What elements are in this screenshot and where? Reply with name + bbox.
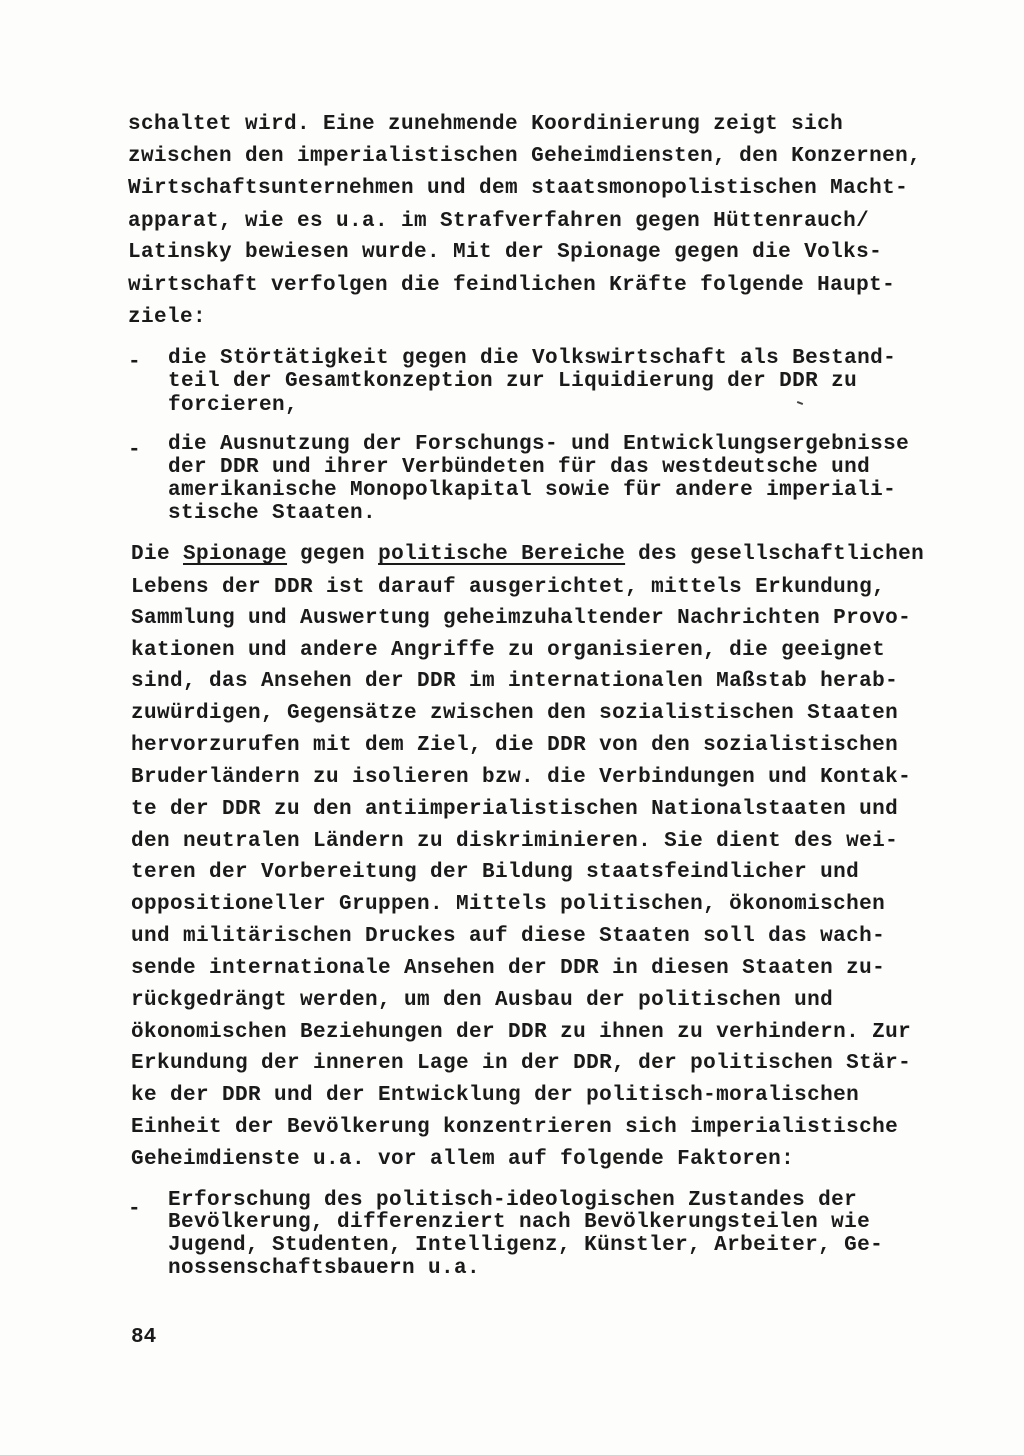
stray-pen-mark xyxy=(797,401,803,405)
text-line: Wirtschaftsunternehmen und dem staatsmonopolistischen Macht- xyxy=(128,177,909,200)
text-line: te der DDR zu den antiimperialistischen Nationalstaaten und xyxy=(131,798,899,821)
text-line: teren der Vorbereitung der Bildung staatsfeindlicher und xyxy=(131,861,860,884)
text-line: amerikanische Monopolkapital sowie für andere imperiali- xyxy=(168,479,897,502)
text-line: Erforschung des politisch-ideologischen Zustandes der xyxy=(168,1189,858,1212)
text-line xyxy=(131,542,924,568)
text-line: der DDR und ihrer Verbündeten für das westdeutsche und xyxy=(168,456,871,479)
text-line: ke der DDR und der Entwicklung der politisch-moralischen xyxy=(131,1084,860,1107)
text-line: stische Staaten. xyxy=(168,502,377,525)
text-line: hervorzurufen mit dem Ziel, die DDR von den sozialistischen xyxy=(131,734,899,757)
page-number: 84 xyxy=(131,1326,157,1349)
text-line: Bruderländern zu isolieren bzw. die Verbindungen und Kontak- xyxy=(131,766,912,789)
text-line: Jugend, Studenten, Intelligenz, Künstler, Arbeiter, Ge- xyxy=(168,1234,884,1257)
text-line: schaltet wird. Eine zunehmende Koordinierung zeigt sich xyxy=(128,113,844,136)
text-line: wirtschaft verfolgen die feindlichen Kräfte folgende Haupt- xyxy=(128,274,896,297)
text-line: oppositioneller Gruppen. Mittels politischen, ökonomischen xyxy=(131,893,886,916)
text-line: apparat, wie es u.a. im Strafverfahren gegen Hüttenrauch/ xyxy=(128,210,870,233)
text-line: Erkundung der inneren Lage in der DDR, der politischen Stär- xyxy=(131,1052,912,1075)
text-line: ökonomischen Beziehungen der DDR zu ihnen zu verhindern. Zur xyxy=(131,1021,912,1044)
list-marker: - xyxy=(128,351,141,374)
text-line: sind, das Ansehen der DDR im internationalen Maßstab herab- xyxy=(131,670,899,693)
text-line: nossenschaftsbauern u.a. xyxy=(168,1257,481,1280)
text-line: Bevölkerung, differenziert nach Bevölkerungsteilen wie xyxy=(168,1211,871,1234)
text-run: des gesellschaftlichen xyxy=(625,543,925,566)
text-run: gegen xyxy=(287,543,379,566)
text-line: zwischen den imperialistischen Geheimdiensten, den Konzernen, xyxy=(128,145,922,168)
text-line: Lebens der DDR ist darauf ausgerichtet, mittels Erkundung, xyxy=(131,576,886,599)
text-line: ziele: xyxy=(128,306,207,329)
text-line: forcieren, xyxy=(168,394,299,417)
list-marker: - xyxy=(128,439,141,462)
text-line: zuwürdigen, Gegensätze zwischen den sozialistischen Staaten xyxy=(131,702,899,725)
text-run: Die xyxy=(131,543,184,566)
text-line: Einheit der Bevölkerung konzentrieren sich imperialistische xyxy=(131,1116,899,1139)
text-line: Sammlung und Auswertung geheimzuhaltender Nachrichten Provo- xyxy=(131,607,912,630)
text-line: teil der Gesamtkonzeption zur Liquidierung der DDR zu xyxy=(168,370,858,393)
text-line: rückgedrängt werden, um den Ausbau der politischen und xyxy=(131,989,834,1012)
text-line: den neutralen Ländern zu diskriminieren. Sie dient des wei- xyxy=(131,830,899,853)
text-line: sende internationale Ansehen der DDR in diesen Staaten zu- xyxy=(131,957,886,980)
text-line: Geheimdienste u.a. vor allem auf folgende Faktoren: xyxy=(131,1148,795,1171)
list-marker: - xyxy=(128,1198,141,1221)
text-line: Latinsky bewiesen wurde. Mit der Spionage gegen die Volks- xyxy=(128,241,883,264)
text-line: und militärischen Druckes auf diese Staaten soll das wach- xyxy=(131,925,886,948)
underlined-term-politische-bereiche: politische Bereiche xyxy=(378,543,626,566)
text-line: die Störtätigkeit gegen die Volkswirtschaft als Bestand- xyxy=(168,347,897,370)
text-line: kationen und andere Angriffe zu organisieren, die geeignet xyxy=(131,639,886,662)
text-line: die Ausnutzung der Forschungs- und Entwicklungsergebnisse xyxy=(168,433,910,456)
underlined-term-spionage: Spionage xyxy=(183,543,288,566)
